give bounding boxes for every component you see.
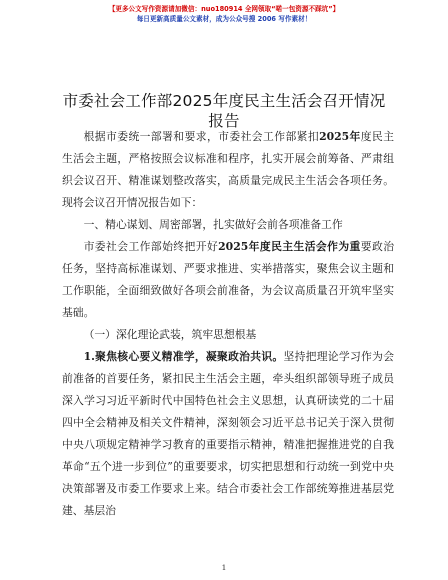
section-1-text-bold: 2025年度民主生活会作为重 [218, 240, 361, 253]
subsection-1-heading: （一）深化理论武装，筑牢思想根基 [83, 328, 257, 341]
item-1-text: 坚持把理论学习作为会前准备的首要任务，紧扣民主生活会主题，牵头组织部领导班子成员深入学习习近平新时代中国特色社会主义思想，认真研读党的二十届四中全会精神及相关文件精神，深刻领会习近平总书记关于深入贯彻中央八项规定精神学习教育的重要指示精神，精准把握推进党的自我革命“五个进一步到位”的重要要求，切实把思想和行动统一到党中央决策部署及市委工作要求上来。结合市委社会工作部统筹推进基层党建、基层治 [62, 350, 394, 517]
intro-text-c: 度民主生活会主题，严格按照会议标准和程序，扎实开展会前筹备、严肃组织会议召开、精准谋划整改落实，高质量完成民主生活会各项任务。现将会议召开情况报告如下： [62, 130, 395, 209]
page-number: 1 [221, 563, 227, 572]
section-1-text-a: 市委社会工作部始终把开好 [83, 240, 219, 253]
intro-year: 2025年 [319, 130, 361, 143]
intro-text-a: 根据市委统一部署和要求，市委社会工作部紧扣 [83, 130, 320, 143]
document-title-line-2: 报告 [208, 112, 240, 130]
document-body [62, 126, 394, 522]
document-title-line-1: 市委社会工作部2025年度民主生活会召开情况 [62, 92, 386, 110]
intro-paragraph [62, 126, 394, 214]
section-1-paragraph [62, 236, 394, 324]
item-1-lead: 1.聚焦核心要义精准学，凝聚政治共识。 [83, 350, 284, 363]
item-1-paragraph [62, 346, 394, 522]
section-1-heading: 一、精心谋划、周密部署，扎实做好会前各项准备工作 [83, 218, 343, 231]
promo-banner-line-1: 【更多公文写作资源请加微信：nuo180914 全网领取“喏一包资源不踩坑”】 [108, 5, 340, 13]
promo-banner [0, 4, 448, 24]
section-1-text-c: 要政治任务，坚持高标准谋划、严要求推进、实举措落实，聚焦会议主题和工作职能，全面细致做好各项会前准备，为会议高质量召开筑牢坚实基础。 [62, 240, 395, 319]
promo-banner-line-2: 每日更新高质量公文素材，成为公众号搜 2006 写作素材！ [136, 15, 312, 23]
